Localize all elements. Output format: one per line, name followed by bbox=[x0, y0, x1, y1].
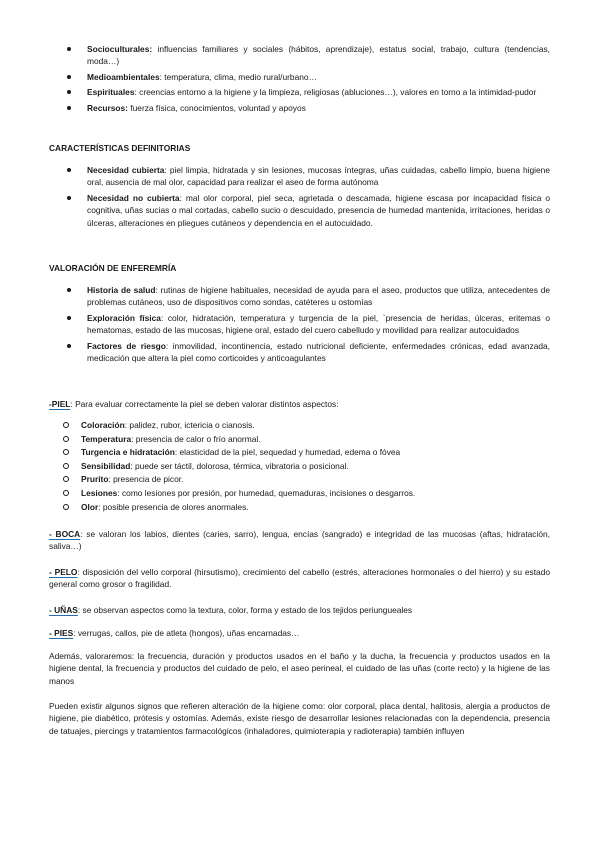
item-text: presencia de calor o frío anormal. bbox=[135, 433, 261, 444]
item-term: Recursos bbox=[87, 102, 126, 113]
item-term: Exploración física bbox=[87, 312, 161, 323]
item-term: Socioculturales bbox=[87, 44, 150, 54]
item-text: palidez, rubor, ictericia o cianosis. bbox=[129, 420, 255, 430]
item-text: mal olor corporal, piel seca, agrietada o descamada, higiene escasa por incapacidad física o cognitiva, uñas sucias o mal cortadas, cabello sucio o descuidado, presencia de humedad mantenida, irritaciones, heridas o úlceras, alteraciones en pliegues cutáneos y dependencia en el autocuidado. bbox=[87, 192, 550, 228]
bullet-icon bbox=[67, 196, 71, 200]
list-item: Historia de salud: rutinas de higiene habituales, necesidad de ayuda para el aseo, productos que utiliza, antecedentes de problemas cutáneos, uso de dispositivos como sondas, catéteres u ostomías bbox=[49, 284, 550, 309]
pies-paragraph: - PIES: verrugas, callos, pie de atleta (hongos), uñas encarnadas… bbox=[49, 628, 300, 638]
section-label: - PELO bbox=[49, 567, 78, 577]
item-text: presencia de picor. bbox=[113, 474, 184, 485]
circle-bullet-icon bbox=[63, 476, 69, 482]
assessment-list bbox=[49, 284, 550, 367]
item-text: creencias entorno a la higiene y la limpieza, religiosas (abluciones…), valores en torno a la intimidad-pudor bbox=[139, 87, 537, 98]
section-label: -PIEL bbox=[49, 399, 71, 409]
bullet-icon bbox=[67, 344, 71, 348]
item-term: Sensibilidad bbox=[81, 460, 131, 471]
list-item: Exploración física: color, hidratación, temperatura y turgencia de la piel, `presencia de heridas, úlceras, eritemas o hematomas, estado de las mucosas, higiene oral, estado del cuero cabelludo y movilidad para realizar autocuidados bbox=[49, 312, 550, 337]
circle-bullet-icon bbox=[63, 436, 69, 442]
item-term: Necesidad no cubierta bbox=[87, 192, 180, 203]
intro-text: Para evaluar correctamente la piel se deben valorar distintos aspectos: bbox=[75, 399, 339, 409]
circle-bullet-icon bbox=[63, 449, 69, 455]
list-item: Factores de riesgo: inmovilidad, incontinencia, estado nutricional deficiente, enfermedades crónicas, edad avanzada, medicación que altera la piel como corticoides y anticoagulantes bbox=[49, 340, 550, 365]
item-term: Temperatura bbox=[81, 433, 132, 444]
body-paragraph: Pueden existir algunos signos que refieren alteración de la higiene como: olor corporal, placa dental, halitosis, alergia a productos de higiene, pie diabético, prótesis y ostomías. Además, existe riesgo de desarrollar lesiones relacionadas con la dependencia, presencia de tatuajes, piercings y tratamientos farmacológicos (inhaladores, quimioterapia y radioterapia) también influyen bbox=[49, 701, 550, 736]
list-item: Lesiones: como lesiones por presión, por humedad, quemaduras, incisiones o desgarros. bbox=[49, 487, 550, 501]
item-term: Olor bbox=[81, 501, 99, 512]
list-item: Necesidad cubierta: piel limpia, hidratada y sin lesiones, mucosas íntegras, uñas cuidadas, cabello limpio, buena higiene oral, ausencia de mal olor, capacidad para realizar el aseo de forma autónoma bbox=[49, 164, 550, 189]
item-text: influencias familiares y sociales (hábitos, aprendizaje), estatus social, trabajo, cultura (tendencias, moda…) bbox=[87, 44, 550, 67]
bullet-icon bbox=[67, 106, 71, 110]
circle-bullet-icon bbox=[63, 504, 69, 510]
section-heading: CARACTERÍSTICAS DEFINITORIAS bbox=[49, 143, 191, 153]
bullet-icon bbox=[67, 90, 71, 94]
list-item: Recursos: fuerza física, conocimientos, voluntad y apoyos bbox=[49, 102, 550, 114]
circle-bullet-icon bbox=[63, 463, 69, 469]
item-term: Turgencia e hidratación bbox=[81, 447, 175, 458]
pelo-paragraph: - PELO: disposición del vello corporal (hirsutismo), crecimiento del cabello (estrés, alteraciones hormonales o del hierro) y su estado general como grosor o fragilidad. bbox=[49, 567, 551, 590]
item-term: Prurito bbox=[81, 474, 109, 485]
body-paragraph: Además, valoraremos: la frecuencia, duración y productos usados en el baño y la ducha, la frecuencia y productos usados en la higiene dental, la frecuencia y productos del cuidado de pelo, el aseo perineal, el cuidado de las uñas (corte recto) y la higiene de las manos bbox=[49, 651, 550, 686]
list-item: Temperatura: presencia de calor o frío anormal. bbox=[49, 433, 550, 447]
item-text: piel limpia, hidratada y sin lesiones, mucosas íntegras, uñas cuidadas, cabello limpio, buena higiene oral, ausencia de mal olor, capacidad para realizar el aseo de forma autónoma bbox=[87, 165, 551, 188]
list-item: Socioculturales: influencias familiares y sociales (hábitos, aprendizaje), estatus social, trabajo, cultura (tendencias, moda…) bbox=[49, 43, 550, 68]
unas-paragraph: - UÑAS: se observan aspectos como la textura, color, forma y estado de los tejidos periungueales bbox=[49, 605, 413, 615]
bullet-icon bbox=[67, 316, 71, 320]
list-item: Coloración: palidez, rubor, ictericia o cianosis. bbox=[49, 419, 550, 433]
list-item: Necesidad no cubierta: mal olor corporal, piel seca, agrietada o descamada, higiene escasa por incapacidad física o cognitiva, uñas sucias o mal cortadas, cabello sucio o descuidado, presencia de humedad mantenida, irritaciones, heridas o úlceras, alteraciones en pliegues cutáneos y dependencia en el autocuidado. bbox=[49, 192, 550, 229]
paragraph-text: disposición del vello corporal (hirsutismo), crecimiento del cabello (estrés, alteraciones hormonales o del hierro) y su estado general como grosor o fragilidad. bbox=[49, 567, 551, 590]
item-text: posible presencia de olores anormales. bbox=[102, 501, 249, 512]
item-text: fuerza física, conocimientos, voluntad y apoyos bbox=[130, 102, 306, 113]
item-text: puede ser táctil, dolorosa, térmica, vibratoria o posicional. bbox=[135, 460, 349, 471]
section-heading: VALORACIÓN DE ENFEREMRÍA bbox=[49, 263, 177, 273]
bullet-icon bbox=[67, 75, 71, 79]
paragraph-text: se observan aspectos como la textura, color, forma y estado de los tejidos periungueales bbox=[82, 605, 413, 615]
section-label: - BOCA bbox=[49, 529, 81, 539]
paragraph-text: verrugas, callos, pie de atleta (hongos), uñas encarnadas… bbox=[77, 628, 300, 638]
boca-paragraph: - BOCA: se valoran los labios, dientes (caries, sarro), lengua, encías (sangrado) e integridad de las mucosas (aftas, hidratación, saliva…) bbox=[49, 529, 550, 552]
circle-bullet-icon bbox=[63, 422, 69, 428]
item-text: color, hidratación, temperatura y turgencia de la piel, `presencia de heridas, úlceras, eritemas o hematomas, estado de las mucosas, higiene oral, estado del cuero cabelludo y movilidad para realizar autocuidados bbox=[87, 312, 550, 336]
list-item: Espirituales: creencias entorno a la higiene y la limpieza, religiosas (abluciones…), valores en torno a la intimidad-pudor bbox=[49, 86, 550, 98]
piel-intro: -PIEL: Para evaluar correctamente la piel se deben valorar distintos aspectos: bbox=[49, 399, 339, 409]
item-text: inmovilidad, incontinencia, estado nutricional deficiente, enfermedades crónicas, edad avanzada, medicación que altera la piel como corticoides y anticoagulantes bbox=[87, 340, 551, 364]
item-term: Lesiones bbox=[81, 487, 118, 498]
list-item: Turgencia e hidratación: elasticidad de la piel, sequedad y humedad, edema o fóvea bbox=[49, 446, 550, 460]
bullet-icon bbox=[67, 47, 71, 51]
item-term: Necesidad cubierta bbox=[87, 165, 165, 175]
item-text: como lesiones por presión, por humedad, quemaduras, incisiones o desgarros. bbox=[121, 487, 416, 498]
list-item: Sensibilidad: puede ser táctil, dolorosa, térmica, vibratoria o posicional. bbox=[49, 460, 550, 474]
item-term: Coloración bbox=[81, 420, 125, 430]
item-term: Factores de riesgo bbox=[87, 340, 166, 351]
section-label: - UÑAS bbox=[49, 605, 78, 615]
item-text: elasticidad de la piel, sequedad y humedad, edema o fóvea bbox=[179, 447, 401, 458]
skin-aspects-list bbox=[49, 419, 550, 514]
section-label: - PIES bbox=[49, 628, 74, 638]
item-term: Medioambientales bbox=[87, 71, 160, 82]
item-text: temperatura, clima, medio rural/urbano… bbox=[164, 71, 317, 82]
circle-bullet-icon bbox=[63, 490, 69, 496]
item-term: Historia de salud bbox=[87, 285, 156, 295]
item-term: Espirituales bbox=[87, 87, 135, 98]
list-item: Prurito: presencia de picor. bbox=[49, 473, 550, 487]
characteristics-list bbox=[49, 164, 550, 232]
list-item: Medioambientales: temperatura, clima, medio rural/urbano… bbox=[49, 71, 550, 83]
bullet-icon bbox=[67, 288, 71, 292]
factors-list bbox=[49, 43, 550, 117]
paragraph-text: se valoran los labios, dientes (caries, sarro), lengua, encías (sangrado) e integridad de las mucosas (aftas, hidratación, saliva…) bbox=[49, 529, 550, 552]
item-text: rutinas de higiene habituales, necesidad de ayuda para el aseo, productos que utiliza, antecedentes de problemas cutáneos, uso de dispositivos como sondas, catéteres u ostomías bbox=[87, 285, 551, 308]
bullet-icon bbox=[67, 168, 71, 172]
list-item: Olor: posible presencia de olores anormales. bbox=[49, 501, 550, 515]
